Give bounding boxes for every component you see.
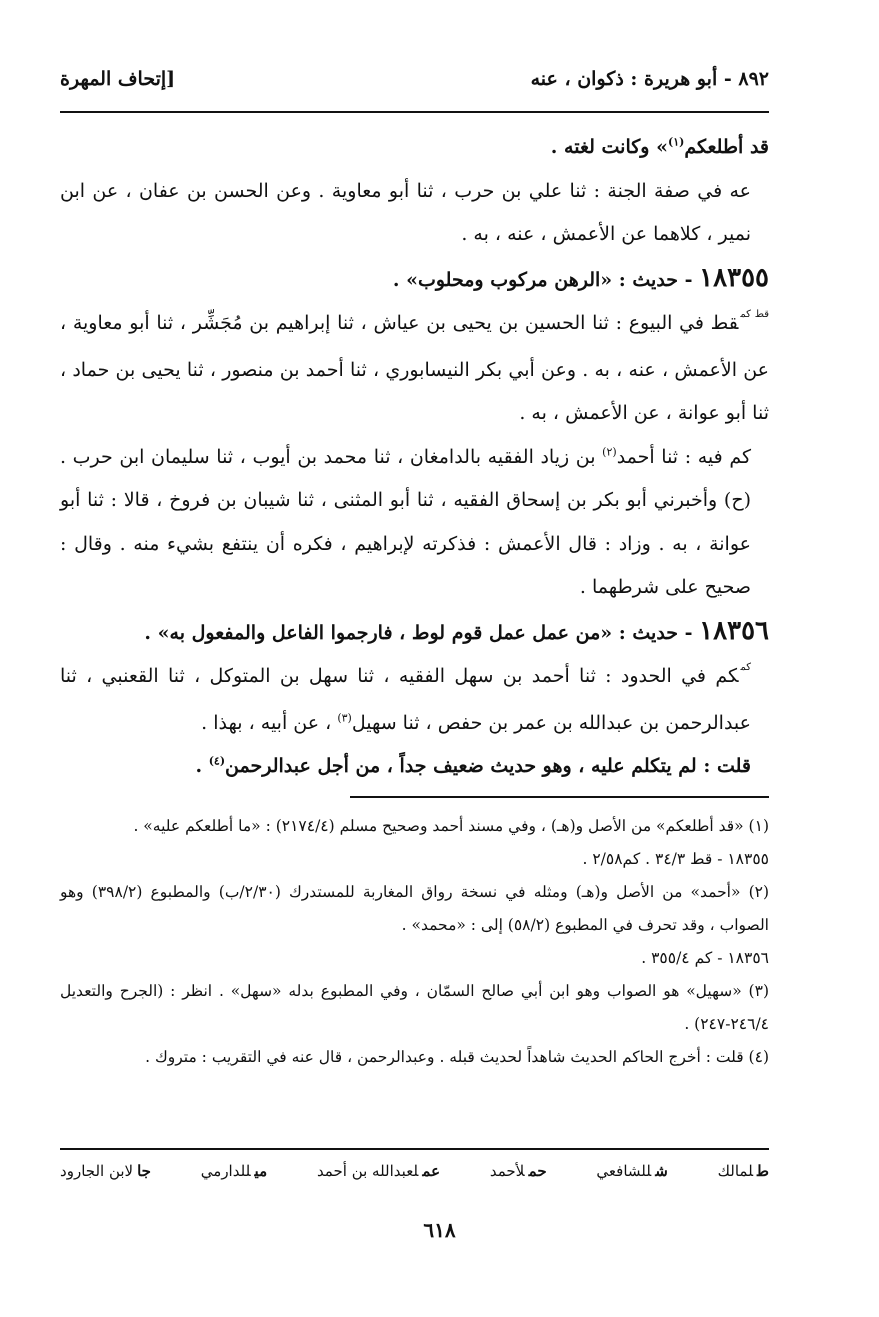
abbreviations-rule: [60, 1148, 769, 1150]
paragraph-4: [60, 436, 769, 610]
hadith-heading-18356: [60, 610, 769, 656]
abbr-value: للدارمي: [200, 1162, 251, 1180]
p1-rest: » وكانت لغته .: [550, 136, 668, 158]
abbr-key: مي: [254, 1162, 268, 1180]
p4-text-b: بن زياد الفقيه بالدامغان ، ثنا محمد بن أيوب ، ثنا سليمان ابن حرب . (ح) وأخبرني أبو بكر بن إسحاق الفقيه ، ثنا أبو المثنى ، ثنا شيبان بن فروخ ، قالا : ثنا أبو عوانة ، به . وزاد : قال الأعمش : فذكرته لإبراهيم ، فكره أن ينتفع بشيء منه . وقال : صحيح على شرطهما .: [60, 445, 751, 598]
source-ref-18356: ١٨٣٥٦ - كم ٣٥٥/٤ .: [641, 949, 769, 967]
p6-text-b: .: [195, 755, 209, 777]
p1-text: قد أطلعكم: [684, 136, 769, 158]
abbr-item: [317, 1162, 440, 1180]
running-header: [60, 62, 769, 96]
p3-text: قط في البيوع : ثنا الحسين بن يحيى بن عياش ، ثنا إبراهيم بن مُجَشِّر ، ثنا أبو معاوية ، عن الأعمش ، عنه ، به . وعن أبي بكر النيسابوري ، ثنا أحمد بن منصور ، ثنا يحيى بن حماد ، ثنا أبو عوانة ، عن الأعمش ، به .: [60, 312, 769, 424]
abbr-value: لمالك: [717, 1162, 754, 1180]
footnote-ref-3: (٣): [337, 711, 352, 725]
hadith-title: - حديث : «من عمل عمل قوم لوط ، فارجموا الفاعل والمفعول به» .: [144, 621, 693, 644]
footnote-3: (٣) «سهيل» هو الصواب وهو ابن أبي صالح السمّان ، وفي المطبوع بدله «سهل» . انظر : (الجرح والتعديل ٢٤٦/٤-٢٤٧) .: [60, 982, 769, 1033]
p5-text-b: ، عن أبيه ، بهذا .: [201, 711, 338, 734]
abbreviations-key: [60, 1162, 769, 1180]
paragraph-1: [60, 126, 769, 170]
hadith-number: ١٨٣٥٦: [699, 615, 769, 646]
margin-sigla: كم: [740, 662, 751, 673]
abbr-key: عم: [422, 1162, 441, 1180]
abbr-value: للشافعي: [596, 1162, 652, 1180]
footnote-ref-1: (١): [667, 135, 685, 149]
p6-text-a: قلت : لم يتكلم عليه ، وهو حديث ضعيف جداً ، من أجل عبدالرحمن: [225, 755, 751, 777]
footnote-separator: [350, 796, 769, 798]
abbr-value: لأحمد: [489, 1162, 525, 1180]
abbr-item: [60, 1162, 151, 1180]
hadith-heading-18355: [60, 257, 769, 303]
header-chapter-title: ٨٩٢ - أبو هريرة : ذكوان ، عنه: [530, 68, 769, 90]
abbr-item: [718, 1162, 769, 1180]
abbr-item: [490, 1162, 547, 1180]
abbr-item: [596, 1162, 667, 1180]
paragraph-5: [60, 655, 769, 745]
paragraph-3: [60, 302, 769, 436]
abbr-key: ش: [655, 1162, 668, 1180]
hadith-number: ١٨٣٥٥: [699, 262, 769, 293]
source-ref-18355: ١٨٣٥٥ - قط ٣٤/٣ . كم٢/٥٨ .: [582, 850, 769, 868]
paragraph-6: [60, 745, 769, 789]
header-rule: [60, 111, 769, 113]
paragraph-2: عه في صفة الجنة : ثنا علي بن حرب ، ثنا أبو معاوية . وعن الحسن بن عفان ، عن ابن نمير ، كلاهما عن الأعمش ، عنه ، به .: [60, 179, 751, 245]
footnote-4: (٤) قلت : أخرج الحاكم الحديث شاهداً لحديث قبله . وعبدالرحمن ، قال عنه في التقريب : متروك .: [145, 1048, 769, 1066]
margin-sigla: قط كم: [740, 309, 769, 320]
abbr-value: لعبدالله بن أحمد: [316, 1162, 419, 1180]
p5-text-a: كم في الحدود : ثنا أحمد بن سهل الفقيه ، ثنا سهل بن المتوكل ، ثنا القعنبي ، ثنا عبدالرحمن بن عبدالله بن عمر بن حفص ، ثنا سهيل: [60, 665, 751, 734]
hadith-title: - حديث : «الرهن مركوب ومحلوب» .: [392, 268, 693, 291]
abbr-item: [201, 1162, 267, 1180]
header-book-title: [إتحاف المهرة: [60, 68, 176, 90]
abbr-key: ط: [757, 1162, 769, 1180]
p4-text-a: كم فيه : ثنا أحمد: [616, 445, 752, 468]
footnote-2: (٢) «أحمد» من الأصل و(هـ) ومثله في نسخة رواق المغاربة للمستدرك (٢/٣٠/ب) والمطبوع (٣٩٨/٢) وهو الصواب ، وقد تحرف في المطبوع (٥٨/٢) إلى : «محمد» .: [60, 883, 770, 934]
abbr-value: لابن الجارود: [60, 1162, 134, 1180]
page-number: ٦١٨: [423, 1218, 456, 1242]
abbr-key: حم: [528, 1162, 547, 1180]
footnote-ref-4: (٤): [208, 754, 226, 768]
footnotes: [60, 810, 769, 1074]
main-text: [60, 126, 769, 789]
abbr-key: جا: [137, 1162, 151, 1180]
footnote-1: (١) «قد أطلعكم» من الأصل و(هـ) ، وفي مسند أحمد وصحيح مسلم (٢١٧٤/٤) : «ما أطلعكم عليه» .: [133, 817, 769, 835]
footnote-ref-2: (٢): [602, 445, 617, 459]
